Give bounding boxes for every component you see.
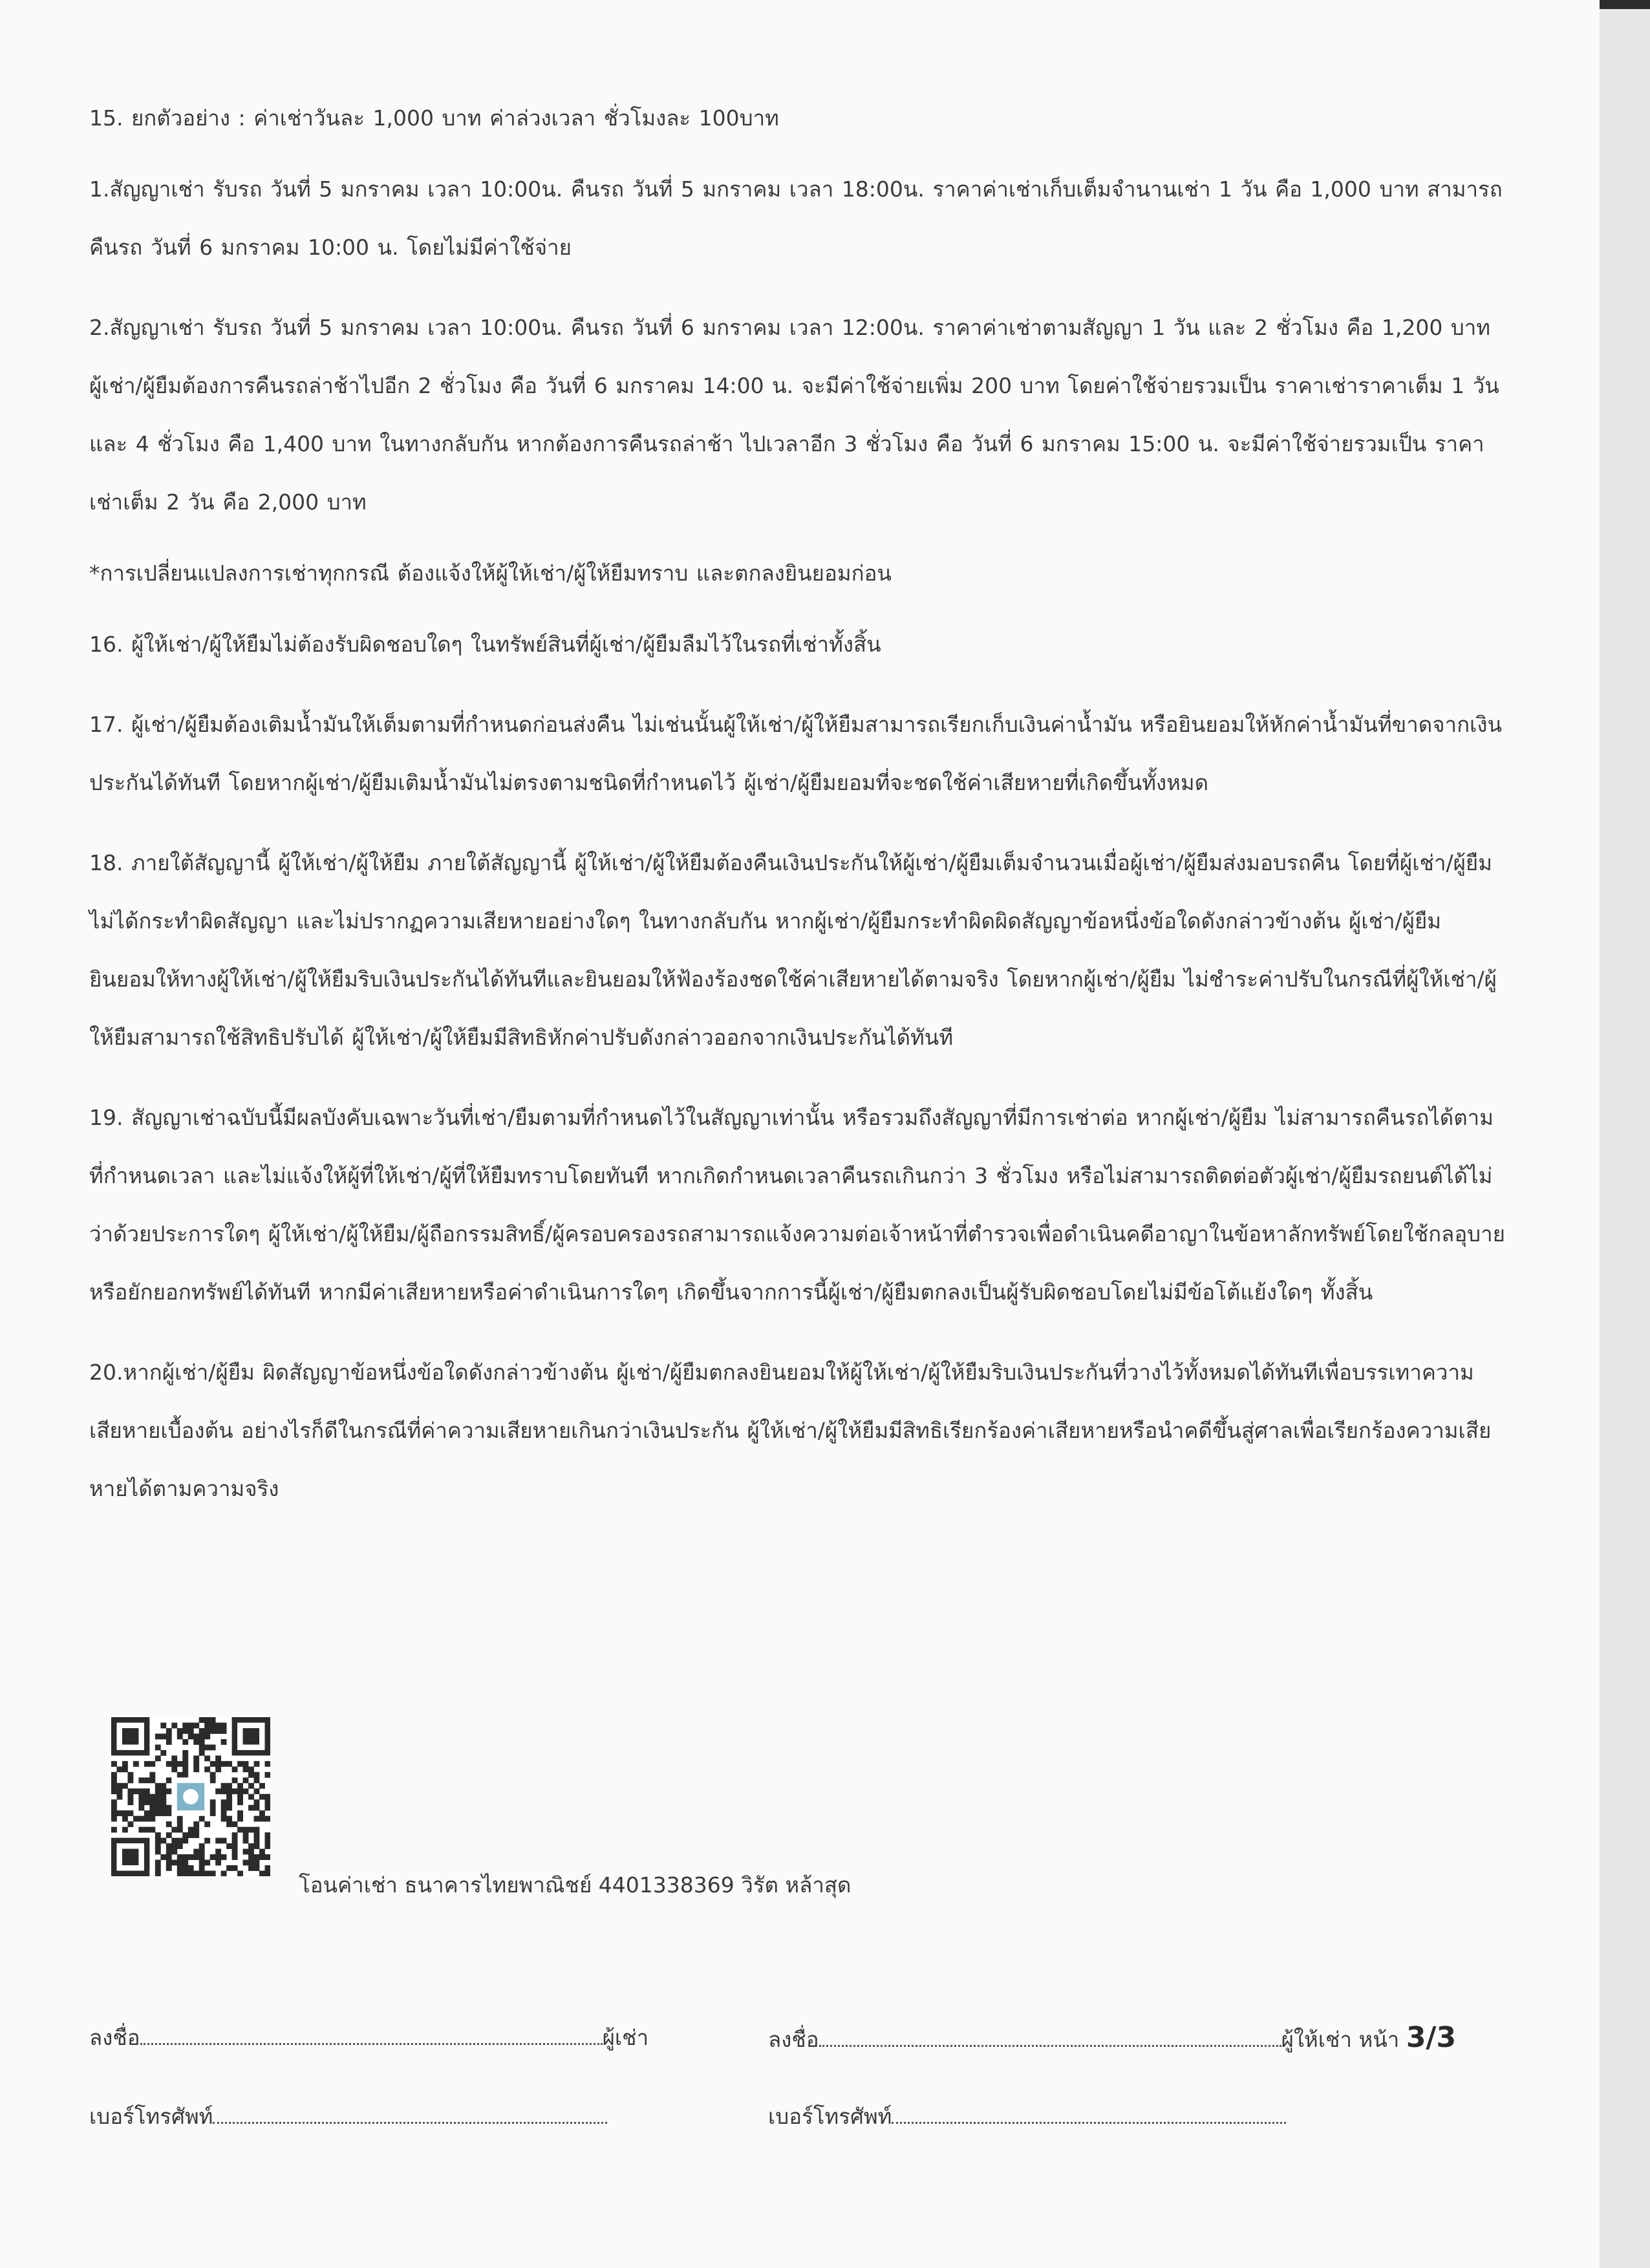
clause-15-example: 15. ยกตัวอย่าง : ค่าเช่าวันละ 1,000 บาท ค่าล่วงเวลา ชั่วโมงละ 100บาท: [89, 105, 779, 131]
page-number: 3/3: [1406, 2021, 1457, 2054]
phone-label: เบอร์โทรศัพท์: [89, 2104, 213, 2129]
phone-dots: [213, 2102, 607, 2124]
signature-dots: [819, 2026, 1281, 2047]
lessor-role: ผู้ให้เช่า หน้า: [1281, 2027, 1400, 2052]
tenant-phone-line: [89, 2100, 607, 2134]
qr-code-icon: [111, 1717, 270, 1876]
clause-16: 16. ผู้ให้เช่า/ผู้ให้ยืมไม่ต้องรับผิดชอบใดๆ ในทรัพย์สินที่ผู้เช่า/ผู้ยืมลืมไว้ในรถที่เช่าทั้งสิ้น: [89, 632, 881, 657]
change-notice: *การเปลี่ยนแปลงการเช่าทุกกรณี ต้องแจ้งให้ผู้ให้เช่า/ผู้ให้ยืมทราบ และตกลงยินยอมก่อน: [89, 561, 892, 586]
clause-18: 18. ภายใต้สัญญานี้ ผู้ให้เช่า/ผู้ให้ยืม ภายใต้สัญญานี้ ผู้ให้เช่า/ผู้ให้ยืมต้องคืนเงินประกันให้ผู้เช่า/ผู้ยืมเต็มจำนวนเมื่อผู้เช่า/ผู้ยืมส่งมอบรถคืน โดยที่ผู้เช่า/ผู้ยืม ไม่ได้กระทำผิดสัญญา และไม่ปรากฏความเสียหายอย่างใดๆ ในทางกลับกัน หากผู้เช่า/ผู้ยืมกระทำผิดผิดสัญญาข้อหนึ่งข้อใดดังกล่าวข้างต้น ผู้เช่า/ผู้ยืมยินยอมให้ทางผู้ให้เช่า/ผู้ให้ยืมริบเงินประกันได้ทันทีและยินยอมให้ฟ้องร้องชดใช้ค่าเสียหายได้ตามจริง โดยหากผู้เช่า/ผู้ยืม ไม่ชำระค่าปรับในกรณีที่ผู้ให้เช่า/ผู้ให้ยืมสามารถใช้สิทธิปรับได้ ผู้ให้เช่า/ผู้ให้ยืมมีสิทธิหักค่าปรับดังกล่าวออกจากเงินประกันได้ทันที: [89, 850, 1497, 1050]
lessor-phone-line: [768, 2100, 1286, 2134]
signature-dots: [140, 2024, 603, 2045]
sign-label: ลงชื่อ: [768, 2027, 819, 2052]
document-body: [89, 89, 1505, 1540]
tenant-signature-line: [89, 2021, 648, 2055]
sign-label: ลงชื่อ: [89, 2025, 140, 2050]
phone-label: เบอร์โทรศัพท์: [768, 2104, 892, 2129]
clause-20: 20.หากผู้เช่า/ผู้ยืม ผิดสัญญาข้อหนึ่งข้อใดดังกล่าวข้างต้น ผู้เช่า/ผู้ยืมตกลงยินยอมให้ผู้ให้เช่า/ผู้ให้ยืมริบเงินประกันที่วางไว้ทั้งหมดได้ทันทีเพื่อบรรเทาความเสียหายเบื้องต้น อย่างไรก็ดีในกรณีที่ค่าความเสียหายเกินกว่าเงินประกัน ผู้ให้เช่า/ผู้ให้ยืมมีสิทธิเรียกร้องค่าเสียหายหรือนำคดีขึ้นสู่ศาลเพื่อเรียกร้องความเสียหายได้ตามความจริง: [89, 1360, 1492, 1501]
bank-transfer-info: โอนค่าเช่า ธนาคารไทยพาณิชย์ 4401338369 วิรัต หล้าสุด: [299, 1872, 852, 1898]
phone-dots: [892, 2102, 1286, 2124]
example-2: 2.สัญญาเช่า รับรถ วันที่ 5 มกราคม เวลา 10:00น. คืนรถ วันที่ 6 มกราคม เวลา 12:00น. ราคาค่าเช่าตามสัญญา 1 วัน และ 2 ชั่วโมง คือ 1,200 บาท ผู้เช่า/ผู้ยืมต้องการคืนรถล่าช้าไปอีก 2 ชั่วโมง คือ วันที่ 6 มกราคม 14:00 น. จะมีค่าใช้จ่ายเพิ่ม 200 บาท โดยค่าใช้จ่ายรวมเป็น ราคาเช่าราคาเต็ม 1 วัน และ 4 ชั่วโมง คือ 1,400 บาท ในทางกลับกัน หากต้องการคืนรถล่าช้า ไปเวลาอีก 3 ชั่วโมง คือ วันที่ 6 มกราคม 15:00 น. จะมีค่าใช้จ่ายรวมเป็น ราคาเช่าเต็ม 2 วัน คือ 2,000 บาท: [89, 315, 1499, 515]
clause-17: 17. ผู้เช่า/ผู้ยืมต้องเติมน้ำมันให้เต็มตามที่กำหนดก่อนส่งคืน ไม่เช่นนั้นผู้ให้เช่า/ผู้ให้ยืมสามารถเรียกเก็บเงินค่าน้ำมัน หรือยินยอมให้หักค่าน้ำมันที่ขาดจากเงินประกันได้ทันที โดยหากผู้เช่า/ผู้ยืมเติมน้ำมันไม่ตรงตามชนิดที่กำหนดไว้ ผู้เช่า/ผู้ยืมยอมที่จะชดใช้ค่าเสียหายที่เกิดขึ้นทั้งหมด: [89, 712, 1502, 795]
clause-19: 19. สัญญาเช่าฉบับนี้มีผลบังคับเฉพาะวันที่เช่า/ยืมตามที่กำหนดไว้ในสัญญาเท่านั้น หรือรวมถึงสัญญาที่มีการเช่าต่อ หากผู้เช่า/ผู้ยืม ไม่สามารถคืนรถได้ตามที่กำหนดเวลา และไม่แจ้งให้ผู้ที่ให้เช่า/ผู้ที่ให้ยืมทราบโดยทันที หากเกิดกำหนดเวลาคืนรถเกินกว่า 3 ชั่วโมง หรือไม่สามารถติดต่อตัวผู้เช่า/ผู้ยืมรถยนต์ได้ไม่ว่าด้วยประการใดๆ ผู้ให้เช่า/ผู้ให้ยืม/ผู้ถือกรรมสิทธิ์/ผู้ครอบครองรถสามารถแจ้งความต่อเจ้าหน้าที่ตำรวจเพื่อดำเนินคดีอาญาในข้อหาลักทรัพย์โดยใช้กลอุบายหรือยักยอกทรัพย์ได้ทันที หากมีค่าเสียหายหรือค่าดำเนินการใดๆ เกิดขึ้นจากการนี้ผู้เช่า/ผู้ยืมตกลงเป็นผู้รับผิดชอบโดยไม่มีข้อโต้แย้งใดๆ ทั้งสิ้น: [89, 1105, 1505, 1305]
tenant-role: ผู้เช่า: [602, 2025, 649, 2050]
scan-corner-mark: [1600, 0, 1650, 9]
lessor-signature-line: [768, 2021, 1456, 2057]
qr-code-graphic: [111, 1717, 270, 1876]
scan-edge: [1600, 0, 1650, 2268]
example-1: 1.สัญญาเช่า รับรถ วันที่ 5 มกราคม เวลา 10:00น. คืนรถ วันที่ 5 มกราคม เวลา 18:00น. ราคาค่าเช่าเก็บเต็มจำนานเช่า 1 วัน คือ 1,000 บาท สามารถคืนรถ วันที่ 6 มกราคม 10:00 น. โดยไม่มีค่าใช้จ่าย: [89, 177, 1503, 260]
